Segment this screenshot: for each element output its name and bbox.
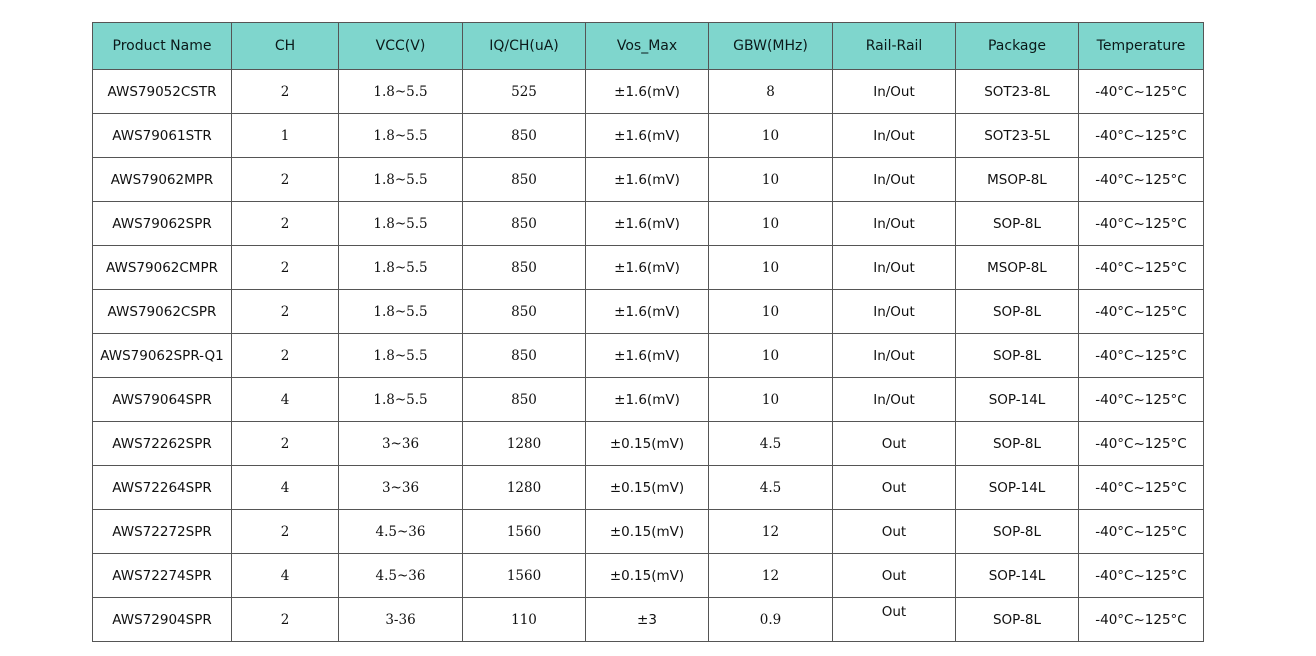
cell-temperature: -40°C~125°C bbox=[1079, 554, 1204, 598]
table-header-row bbox=[93, 23, 1204, 70]
table-row bbox=[93, 334, 1204, 378]
cell-vos-max: ±0.15(mV) bbox=[586, 510, 709, 554]
cell-gbw: 8 bbox=[709, 70, 833, 114]
cell-temperature: -40°C~125°C bbox=[1079, 290, 1204, 334]
cell-vcc: 3~36 bbox=[339, 422, 463, 466]
cell-gbw: 4.5 bbox=[709, 422, 833, 466]
table-row bbox=[93, 466, 1204, 510]
table-row bbox=[93, 378, 1204, 422]
cell-vcc: 4.5~36 bbox=[339, 510, 463, 554]
cell-package: SOP-14L bbox=[956, 378, 1079, 422]
cell-gbw: 10 bbox=[709, 246, 833, 290]
header-ch: CH bbox=[232, 23, 339, 70]
product-spec-table bbox=[92, 22, 1204, 642]
cell-ch: 4 bbox=[232, 466, 339, 510]
rail-rail-value: Out bbox=[881, 603, 907, 620]
cell-ch: 2 bbox=[232, 334, 339, 378]
cell-gbw: 12 bbox=[709, 554, 833, 598]
cell-product-name: AWS79052CSTR bbox=[93, 70, 232, 114]
cell-vos-max: ±1.6(mV) bbox=[586, 334, 709, 378]
cell-gbw: 10 bbox=[709, 290, 833, 334]
cell-temperature: -40°C~125°C bbox=[1079, 378, 1204, 422]
cell-rail-rail: In/Out bbox=[833, 114, 956, 158]
cell-gbw: 0.9 bbox=[709, 598, 833, 642]
header-temperature: Temperature bbox=[1079, 23, 1204, 70]
cell-vcc: 1.8~5.5 bbox=[339, 246, 463, 290]
cell-package: MSOP-8L bbox=[956, 246, 1079, 290]
cell-temperature: -40°C~125°C bbox=[1079, 70, 1204, 114]
cell-iq-ch: 850 bbox=[463, 158, 586, 202]
cell-vcc: 1.8~5.5 bbox=[339, 334, 463, 378]
cell-rail-rail: Out bbox=[833, 554, 956, 598]
cell-temperature: -40°C~125°C bbox=[1079, 246, 1204, 290]
cell-product-name: AWS72262SPR bbox=[93, 422, 232, 466]
cell-iq-ch: 1560 bbox=[463, 554, 586, 598]
cell-ch: 2 bbox=[232, 290, 339, 334]
cell-rail-rail: In/Out bbox=[833, 246, 956, 290]
cell-vos-max: ±1.6(mV) bbox=[586, 246, 709, 290]
cell-package: SOP-8L bbox=[956, 202, 1079, 246]
cell-iq-ch: 525 bbox=[463, 70, 586, 114]
cell-iq-ch: 110 bbox=[463, 598, 586, 642]
cell-vos-max: ±0.15(mV) bbox=[586, 554, 709, 598]
cell-iq-ch: 1280 bbox=[463, 422, 586, 466]
table-row bbox=[93, 290, 1204, 334]
cell-rail-rail: In/Out bbox=[833, 202, 956, 246]
cell-product-name: AWS79061STR bbox=[93, 114, 232, 158]
cell-temperature: -40°C~125°C bbox=[1079, 598, 1204, 642]
cell-vos-max: ±0.15(mV) bbox=[586, 466, 709, 510]
cell-rail-rail: In/Out bbox=[833, 158, 956, 202]
cell-vcc: 3~36 bbox=[339, 466, 463, 510]
cell-product-name: AWS79062MPR bbox=[93, 158, 232, 202]
cell-temperature: -40°C~125°C bbox=[1079, 202, 1204, 246]
cell-vcc: 3-36 bbox=[339, 598, 463, 642]
cell-product-name: AWS79064SPR bbox=[93, 378, 232, 422]
cell-rail-rail: In/Out bbox=[833, 70, 956, 114]
cell-ch: 2 bbox=[232, 158, 339, 202]
header-vcc: VCC(V) bbox=[339, 23, 463, 70]
cell-vcc: 1.8~5.5 bbox=[339, 290, 463, 334]
cell-ch: 4 bbox=[232, 378, 339, 422]
cell-rail-rail: In/Out bbox=[833, 334, 956, 378]
cell-package: SOP-8L bbox=[956, 422, 1079, 466]
cell-iq-ch: 850 bbox=[463, 334, 586, 378]
header-vos-max: Vos_Max bbox=[586, 23, 709, 70]
cell-product-name: AWS79062SPR bbox=[93, 202, 232, 246]
cell-rail-rail: Out bbox=[833, 510, 956, 554]
cell-ch: 2 bbox=[232, 422, 339, 466]
cell-rail-rail: Out bbox=[833, 422, 956, 466]
cell-iq-ch: 850 bbox=[463, 114, 586, 158]
cell-ch: 1 bbox=[232, 114, 339, 158]
cell-package: SOT23-8L bbox=[956, 70, 1079, 114]
cell-product-name: AWS72264SPR bbox=[93, 466, 232, 510]
table-row bbox=[93, 70, 1204, 114]
table-row bbox=[93, 554, 1204, 598]
table-row bbox=[93, 202, 1204, 246]
cell-vos-max: ±1.6(mV) bbox=[586, 114, 709, 158]
cell-rail-rail: Out bbox=[833, 466, 956, 510]
cell-iq-ch: 850 bbox=[463, 290, 586, 334]
cell-package: SOT23-5L bbox=[956, 114, 1079, 158]
cell-iq-ch: 850 bbox=[463, 246, 586, 290]
cell-ch: 4 bbox=[232, 554, 339, 598]
cell-product-name: AWS79062CSPR bbox=[93, 290, 232, 334]
cell-package: SOP-14L bbox=[956, 466, 1079, 510]
cell-temperature: -40°C~125°C bbox=[1079, 158, 1204, 202]
cell-ch: 2 bbox=[232, 598, 339, 642]
table-row bbox=[93, 158, 1204, 202]
table-row bbox=[93, 246, 1204, 290]
table-row bbox=[93, 114, 1204, 158]
cell-temperature: -40°C~125°C bbox=[1079, 114, 1204, 158]
cell-vcc: 1.8~5.5 bbox=[339, 70, 463, 114]
cell-temperature: -40°C~125°C bbox=[1079, 510, 1204, 554]
cell-package: SOP-8L bbox=[956, 290, 1079, 334]
table-row bbox=[93, 510, 1204, 554]
cell-package: SOP-14L bbox=[956, 554, 1079, 598]
cell-product-name: AWS79062SPR-Q1 bbox=[93, 334, 232, 378]
cell-gbw: 10 bbox=[709, 158, 833, 202]
cell-temperature: -40°C~125°C bbox=[1079, 422, 1204, 466]
cell-gbw: 10 bbox=[709, 334, 833, 378]
cell-product-name: AWS72274SPR bbox=[93, 554, 232, 598]
cell-vcc: 1.8~5.5 bbox=[339, 114, 463, 158]
cell-vos-max: ±1.6(mV) bbox=[586, 378, 709, 422]
cell-gbw: 10 bbox=[709, 202, 833, 246]
cell-ch: 2 bbox=[232, 510, 339, 554]
header-rail-rail: Rail-Rail bbox=[833, 23, 956, 70]
cell-gbw: 10 bbox=[709, 114, 833, 158]
cell-temperature: -40°C~125°C bbox=[1079, 334, 1204, 378]
cell-ch: 2 bbox=[232, 70, 339, 114]
cell-vcc: 1.8~5.5 bbox=[339, 202, 463, 246]
table-row bbox=[93, 598, 1204, 642]
cell-vcc: 1.8~5.5 bbox=[339, 158, 463, 202]
cell-rail-rail: In/Out bbox=[833, 290, 956, 334]
cell-gbw: 4.5 bbox=[709, 466, 833, 510]
cell-product-name: AWS72904SPR bbox=[93, 598, 232, 642]
cell-vcc: 1.8~5.5 bbox=[339, 378, 463, 422]
header-iq-ch: IQ/CH(uA) bbox=[463, 23, 586, 70]
cell-temperature: -40°C~125°C bbox=[1079, 466, 1204, 510]
cell-ch: 2 bbox=[232, 246, 339, 290]
cell-vos-max: ±3 bbox=[586, 598, 709, 642]
cell-package: SOP-8L bbox=[956, 510, 1079, 554]
cell-vos-max: ±1.6(mV) bbox=[586, 70, 709, 114]
cell-rail-rail bbox=[833, 598, 956, 642]
cell-iq-ch: 850 bbox=[463, 378, 586, 422]
cell-iq-ch: 1560 bbox=[463, 510, 586, 554]
cell-gbw: 12 bbox=[709, 510, 833, 554]
cell-rail-rail: In/Out bbox=[833, 378, 956, 422]
cell-product-name: AWS72272SPR bbox=[93, 510, 232, 554]
cell-vos-max: ±0.15(mV) bbox=[586, 422, 709, 466]
cell-vos-max: ±1.6(mV) bbox=[586, 290, 709, 334]
header-product-name: Product Name bbox=[93, 23, 232, 70]
cell-gbw: 10 bbox=[709, 378, 833, 422]
header-gbw: GBW(MHz) bbox=[709, 23, 833, 70]
cell-product-name: AWS79062CMPR bbox=[93, 246, 232, 290]
cell-vos-max: ±1.6(mV) bbox=[586, 202, 709, 246]
cell-iq-ch: 1280 bbox=[463, 466, 586, 510]
table-row bbox=[93, 422, 1204, 466]
cell-package: SOP-8L bbox=[956, 334, 1079, 378]
cell-iq-ch: 850 bbox=[463, 202, 586, 246]
cell-package: SOP-8L bbox=[956, 598, 1079, 642]
cell-vcc: 4.5~36 bbox=[339, 554, 463, 598]
cell-vos-max: ±1.6(mV) bbox=[586, 158, 709, 202]
header-package: Package bbox=[956, 23, 1079, 70]
cell-package: MSOP-8L bbox=[956, 158, 1079, 202]
cell-ch: 2 bbox=[232, 202, 339, 246]
